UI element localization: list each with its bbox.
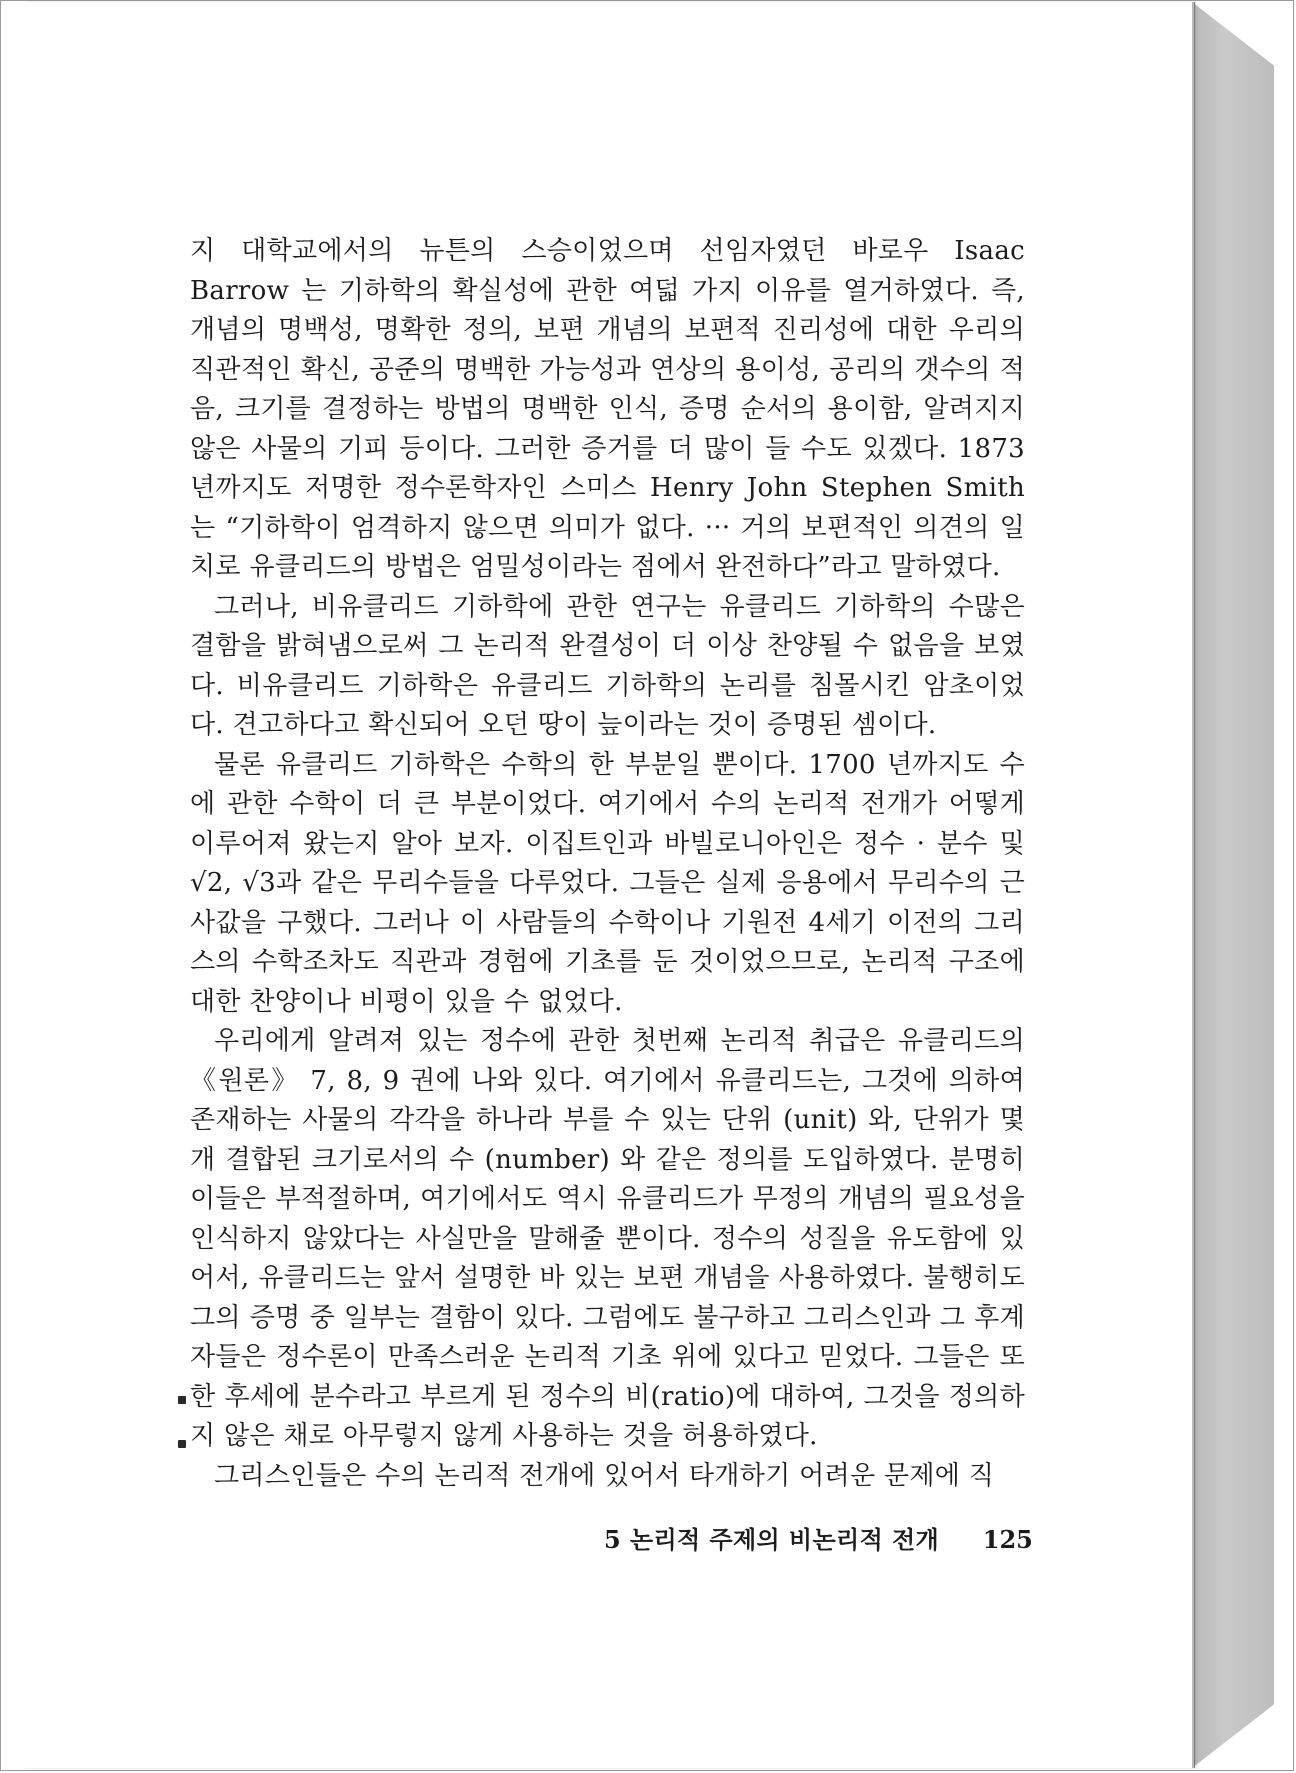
page-body: [190, 232, 1025, 1496]
paragraph-1: 지 대학교에서의 뉴튼의 스승이었으며 선임자였던 바로우 Isaac Barrow 는 기하학의 확실성에 관한 여덟 가지 이유를 열거하였다. 즉, 개념의 명백성, 명확한 정의, 보편 개념의 보편적 진리성에 대한 우리의 직관적인 확신, 공준의 명백한 가능성과 연상의 용이성, 공리의 갯수의 적음, 크기를 결정하는 방법의 명백한 인식, 증명 순서의 용이함, 알려지지 않은 사물의 기피 등이다. 그러한 증거를 더 많이 들 수도 있겠다. 1873 년까지도 저명한 정수론학자인 스미스 Henry John Stephen Smith 는 “기하학이 엄격하지 않으면 의미가 없다. ··· 거의 보편적인 의견의 일치로 유클리드의 방법은 엄밀성이라는 점에서 완전하다”라고 말하였다.: [190, 236, 1025, 582]
paragraph-5: 그리스인들은 수의 논리적 전개에 있어서 타개하기 어려운 문제에 직: [214, 1460, 995, 1491]
paragraph-2: 그러나, 비유클리드 기하학에 관한 연구는 유클리드 기하학의 수많은 결함을 밝혀냄으로써 그 논리적 완결성이 더 이상 찬양될 수 없음을 보였다. 비유클리드 기하학은 유클리드 기하학의 논리를 침몰시킨 암초이었다. 견고하다고 확신되어 오던 땅이 늪이라는 것이 증명된 셈이다.: [190, 591, 1025, 740]
book-spine: [1192, 2, 1274, 1768]
page-footer: [604, 1525, 1033, 1555]
running-head: 5 논리적 주제의 비논리적 전개: [604, 1525, 940, 1554]
page-number: 125: [982, 1525, 1033, 1554]
margin-mark: [178, 1396, 186, 1404]
paragraph-4: 우리에게 알려져 있는 정수에 관한 첫번째 논리적 취급은 유클리드의 《원론》 7, 8, 9 권에 나와 있다. 여기에서 유클리드는, 그것에 의하여 존재하는 사물의 각각을 하나라 부를 수 있는 단위 (unit) 와, 단위가 몇 개 결합된 크기로서의 수 (number) 와 같은 정의를 도입하였다. 분명히 이들은 부적절하며, 여기에서도 역시 유클리드가 무정의 개념의 필요성을 인식하지 않았다는 사실만을 말해줄 뿐이다. 정수의 성질을 유도함에 있어서, 유클리드는 앞서 설명한 바 있는 보편 개념을 사용하였다. 불행히도 그의 증명 중 일부는 결함이 있다. 그럼에도 불구하고 그리스인과 그 후계자들은 정수론이 만족스러운 논리적 기초 위에 있다고 믿었다. 그들은 또한 후세에 분수라고 부르게 된 정수의 비(ratio)에 대하여, 그것을 정의하지 않은 채로 아무렇지 않게 사용하는 것을 허용하였다.: [190, 1026, 1025, 1451]
paragraph-3: 물론 유클리드 기하학은 수학의 한 부분일 뿐이다. 1700 년까지도 수에 관한 수학이 더 큰 부분이었다. 여기에서 수의 논리적 전개가 어떻게 이루어져 왔는지 알아 보자. 이집트인과 바빌로니아인은 정수 · 분수 및 √2, √3과 같은 무리수들을 다루었다. 그들은 실제 응용에서 무리수의 근사값을 구했다. 그러나 이 사람들의 수학이나 기원전 4세기 이전의 그리스의 수학조차도 직관과 경험에 기초를 둔 것이었으므로, 논리적 구조에 대한 찬양이나 비평이 있을 수 없었다.: [190, 749, 1025, 1017]
margin-mark: [178, 1440, 186, 1448]
